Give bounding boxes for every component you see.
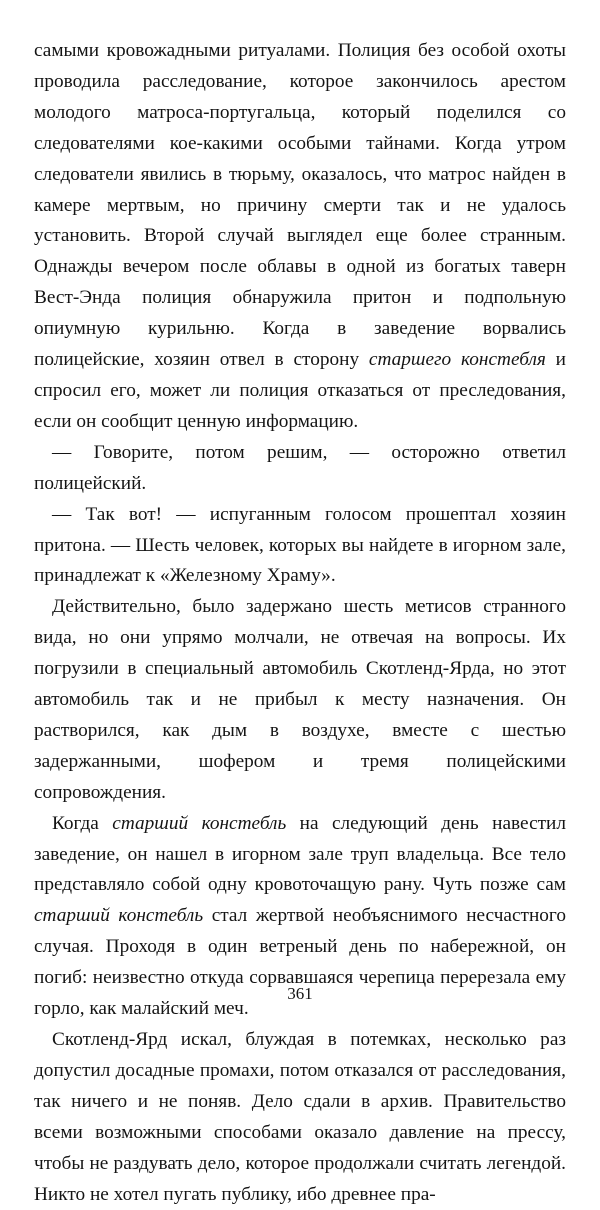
paragraph-2 xyxy=(34,438,566,500)
paragraph-5-italic-constable-2: старший констебль xyxy=(34,905,204,927)
paragraph-5-text-b: на следующий день навестил заведение, он нашел в игорном зале труп владельца. Все тело представляло собой одну кровоточащую рану. Чуть позже сам xyxy=(34,812,566,896)
paragraph-1-italic-constable: старшего констебля xyxy=(368,349,546,371)
paragraph-4-text: Действительно, было задержано шесть метисов странного вида, но они упрямо молчали, не отвечая на вопросы. Их погрузили в специальный автомобиль Скотленд-Ярда, но этот автомобиль так и не прибыл к месту назначения. Он растворился, как дым в воздухе, вместе с шестью задержанными, шофером и тремя полицейскими сопровождения. xyxy=(34,596,566,803)
paragraph-3-text: — Так вот! — испуганным голосом прошептал хозяин притона. — Шесть человек, которых вы найдете в игорном зале, принадлежат к «Железному Храму». xyxy=(34,503,566,587)
page-number: 361 xyxy=(287,984,313,1003)
book-page xyxy=(34,36,566,1210)
paragraph-1-text-b: и спросил его, может ли полиция отказаться от преследования, если он сообщит ценную информацию. xyxy=(34,349,566,432)
paragraph-5-text-a: Когда xyxy=(52,812,113,834)
paragraph-3 xyxy=(34,500,566,593)
paragraph-2-text: — Говорите, потом решим, — осторожно ответил полицейский. xyxy=(34,441,566,494)
paragraph-5-italic-constable-1: старший констебль xyxy=(112,812,287,834)
paragraph-1-text-a: самыми кровожадными ритуалами. Полиция без особой охоты проводила расследование, которое закончилось арестом молодого матроса-португальца, который поделился со следователями кое-какими особыми тайнами. Когда утром следователи явились в тюрьму, оказалось, что матрос найден в камере мертвым, но причину смерти так и не удалось установить. Второй случай выглядел еще более странным. Однажды вечером после облавы в одной из богатых таверн Вест-Энда полиция обнаружила притон и подпольную опиумную курильню. Когда в заведение ворвались полицейские, хозяин отвел в сторону xyxy=(34,40,566,371)
paragraph-5-text-c: стал жертвой необъяснимого несчастного случая. Проходя в один ветреный день по набережной, он погиб: неизвестно откуда сорвавшаяся черепица перерезала ему горло, как малайский меч. xyxy=(34,905,566,1020)
paragraph-6 xyxy=(34,1025,566,1210)
paragraph-4 xyxy=(34,592,566,808)
paragraph-6-text: Скотленд-Ярд искал, блуждая в потемках, несколько раз допустил досадные промахи, потом отказался от расследования, так ничего и не поняв. Дело сдали в архив. Правительство всеми возможными способами оказало давление на прессу, чтобы не раздувать дело, которое продолжали считать легендой. Никто не хотел пугать публику, ибо древнее пра- xyxy=(34,1029,566,1205)
paragraph-1 xyxy=(34,36,566,438)
